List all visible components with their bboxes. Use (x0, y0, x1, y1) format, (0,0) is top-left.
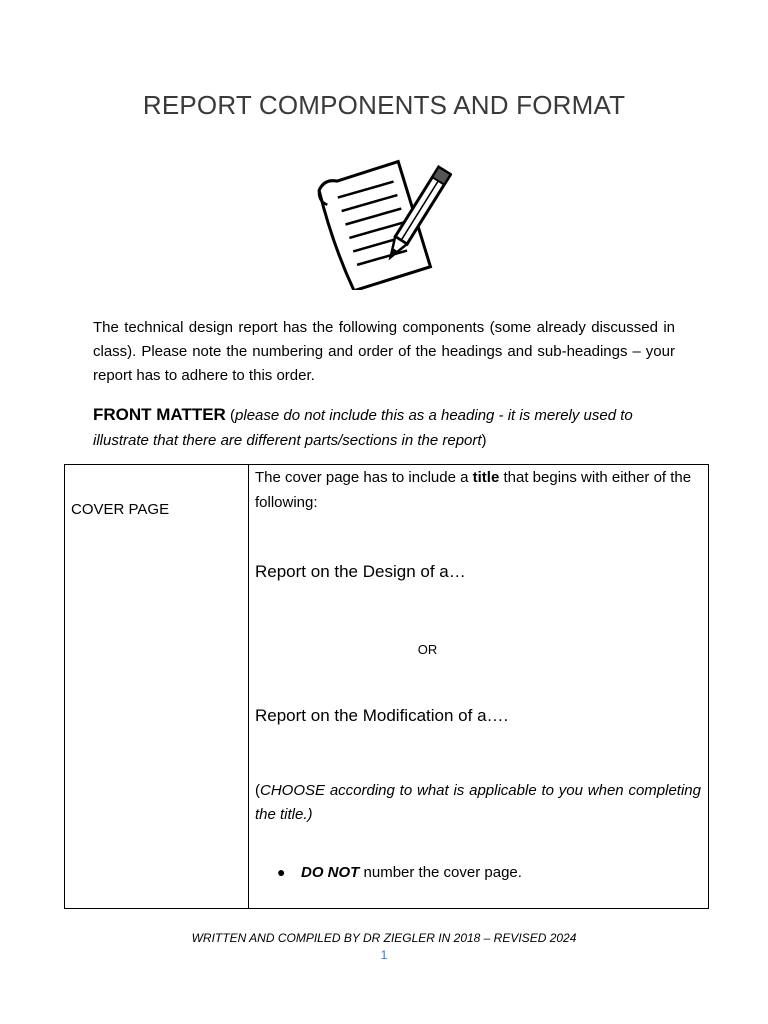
bullet-emphasis: DO NOT (301, 864, 360, 881)
page-footer: WRITTEN AND COMPILED BY DR ZIEGLER IN 2018 – REVISED 2024 (191, 931, 577, 945)
front-matter-line (93, 402, 683, 453)
intro-paragraph: The technical design report has the following components (some already discussed in class). Please note the numbering and order of the headings and sub-headings – your report has to adhere to this order. (93, 319, 675, 384)
page-title: REPORT COMPONENTS AND FORMAT (142, 90, 626, 120)
choose-note (255, 779, 701, 827)
front-matter-paren-open: ( (225, 407, 236, 424)
title-option-modification: Report on the Modification of a…. (255, 706, 509, 725)
document-with-pencil-icon (316, 152, 452, 290)
table-column-divider (248, 465, 249, 908)
page-number: 1 (380, 948, 388, 962)
front-matter-paren-close: ) (481, 432, 487, 449)
bullet-dot-icon: ● (277, 864, 286, 880)
bullet-text: number the cover page. (359, 864, 522, 881)
cover-title-instruction (255, 465, 701, 515)
cover-page-table (64, 464, 709, 909)
or-separator: OR (417, 642, 438, 657)
cover-page-label: COVER PAGE (71, 501, 170, 518)
choose-paren-open: ( (255, 782, 260, 799)
instruction-text-after: that begins with either of the following: (255, 469, 692, 511)
front-matter-note: please do not include this as a heading - it is merely used to illustrate that there are different parts/sections in the report (93, 407, 633, 449)
bullet-item (277, 864, 522, 881)
choose-note-text: CHOOSE according to what is applicable to you when completing the title.) (255, 782, 701, 823)
instruction-title-word: title (472, 469, 500, 486)
title-option-design: Report on the Design of a… (255, 562, 466, 581)
instruction-text-before: The cover page has to include a (255, 469, 473, 486)
front-matter-heading: FRONT MATTER (93, 405, 226, 424)
